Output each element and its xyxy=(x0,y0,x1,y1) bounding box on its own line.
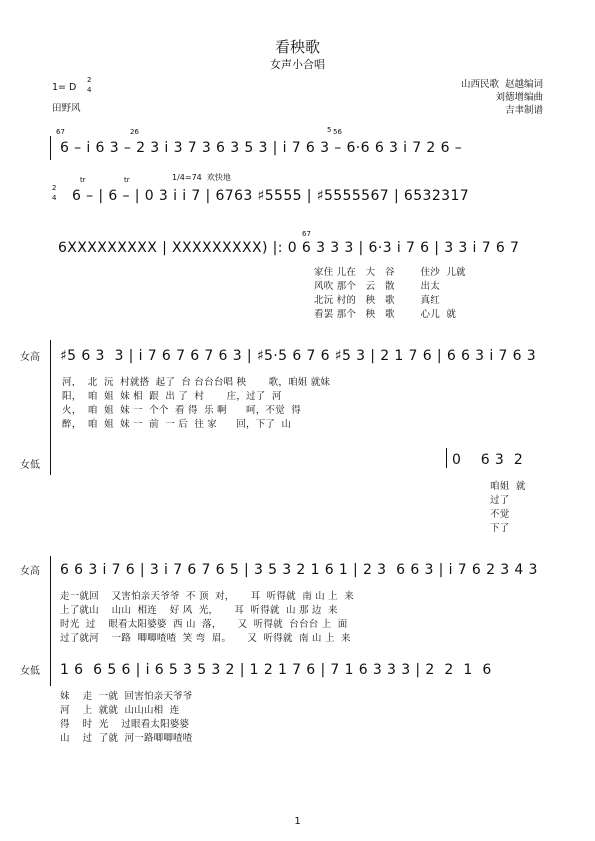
grace-note: 67 xyxy=(56,128,65,136)
lyric-line: 咱姐 就 xyxy=(490,481,526,492)
time-signature-top: 2 xyxy=(87,76,92,84)
lyric-line: 看罢 那个 秧 歌 心儿 就 xyxy=(314,309,457,320)
lyric-line: 妹 走 一就 回害怕亲天爷爷 xyxy=(60,691,193,702)
lyric-line: 山 过 了就 河一路唧唧喳喳 xyxy=(60,733,193,744)
voice-label-low: 女低 xyxy=(20,666,40,677)
key-signature: 1= D xyxy=(52,82,77,93)
barline xyxy=(446,448,447,468)
system3-notes: 6XXXXXXXXX | XXXXXXXXX) |: 0 6 3 3 3 | 6·3 i 7 6 | 3 3 i 7 6 7 xyxy=(58,240,520,256)
page-title: 看秧歌 xyxy=(274,38,320,56)
subtitle: 女声小合唱 xyxy=(270,58,325,71)
system2-notes: 6 – | 6 – | 0 3 i i 7 | 6763 ♯5555 | ♯5555567 | 6532317 xyxy=(72,188,470,204)
system2-time-top: 2 xyxy=(52,184,57,192)
lyric-line: 时光 过 眼看太阳婆婆 西 山 落， 又 听得就 台台台 上 面 xyxy=(60,619,348,630)
lyric-line: 得 时 光 过眼看太阳婆婆 xyxy=(60,719,190,730)
system4-high-notes: ♯5 6 3 3 | i 7 6 7 6 7 6 3 | ♯5·5 6 7 6 ♯5 3 | 2 1 7 6 | 6 6 3 i 7 6 3 xyxy=(60,348,537,364)
system5-bracket xyxy=(50,556,51,686)
lyric-line: 不觉 xyxy=(490,509,510,520)
lyric-line: 家住 儿在 大 谷 住沙 儿就 xyxy=(314,267,466,278)
voice-label-high: 女高 xyxy=(20,566,40,577)
tempo-marking: 1/4=74 欢快地 xyxy=(172,173,231,182)
time-signature-bottom: 4 xyxy=(87,86,92,94)
system5-low-notes: 1 6 6 5 6 | i 6 5 3 5 3 2 | 1 2 1 7 6 | 7 1 6 3 3 3 | 2 2 1 6 xyxy=(60,662,492,678)
voice-label-low: 女低 xyxy=(20,460,40,471)
lyric-line: 河， 北 沅 村就搭 起了 台 台台台唱 秧 歌，咱姐 就妹 xyxy=(62,377,331,388)
grace-note: 5 xyxy=(327,126,332,134)
system1-notes: 6 – i 6 3 – 2 3 i 3 7 3 6 3 5 3 | i 7 6 3 – 6·6 6 3 i 7 2 6 – xyxy=(60,140,463,156)
lyric-line: 走一就回 又害怕亲天爷爷 不 顶 对， 耳 听得就 南 山 上 来 xyxy=(60,591,354,602)
grace-note: 67 xyxy=(302,230,311,238)
credit-lyrics: 山西民歌 赵越编词 xyxy=(460,79,543,90)
lyric-line: 河 上 就就 山山山相 连 xyxy=(60,705,180,716)
trill-mark: tr xyxy=(124,176,130,184)
lyric-line: 北沅 村的 秧 歌 真红 xyxy=(314,295,440,306)
lyric-line: 过了 xyxy=(490,495,510,506)
system4-bracket xyxy=(50,340,51,475)
lyric-line: 醉， 咱 姐 妹 一 前 一 后 往 家 回，下了 山 xyxy=(62,419,292,430)
voice-label-high: 女高 xyxy=(20,352,40,363)
lyric-line: 过了就河 一路 唧唧喳喳 笑 弯 眉。 又 听得就 南 山 上 来 xyxy=(60,633,351,644)
grace-note: 26 xyxy=(130,128,139,136)
lyric-line: 下了 xyxy=(490,523,510,534)
lyric-line: 火， 咱 姐 妹 一 个个 看 得 乐 啊 呵，不觉 得 xyxy=(62,405,301,416)
system1-start-barline xyxy=(50,136,51,160)
credit-notation: 吉聿制谱 xyxy=(504,105,543,116)
system5-high-notes: 6 6 3 i 7 6 | 3 i 7 6 7 6 5 | 3 5 3 2 1 6 1 | 2 3 6 6 3 | i 7 6 2 3 4 3 xyxy=(60,562,538,578)
credit-arranger: 刘德增编曲 xyxy=(495,92,543,103)
page-number: 1 xyxy=(294,816,301,827)
grace-note: 56 xyxy=(333,128,342,136)
lyric-line: 风吹 那个 云 散 出太 xyxy=(314,281,440,292)
trill-mark: tr xyxy=(80,176,86,184)
lyric-line: 上了就山 山山 相连 好 风 光， 耳 听得就 山 那 边 来 xyxy=(60,605,338,616)
style-marking: 田野风 xyxy=(52,103,81,114)
system2-time-bottom: 4 xyxy=(52,194,57,202)
lyric-line: 阳， 咱 姐 妹 相 跟 出 了 村 庄，过了 河 xyxy=(62,391,282,402)
system4-low-notes: 0 6 3 2 xyxy=(452,452,524,468)
